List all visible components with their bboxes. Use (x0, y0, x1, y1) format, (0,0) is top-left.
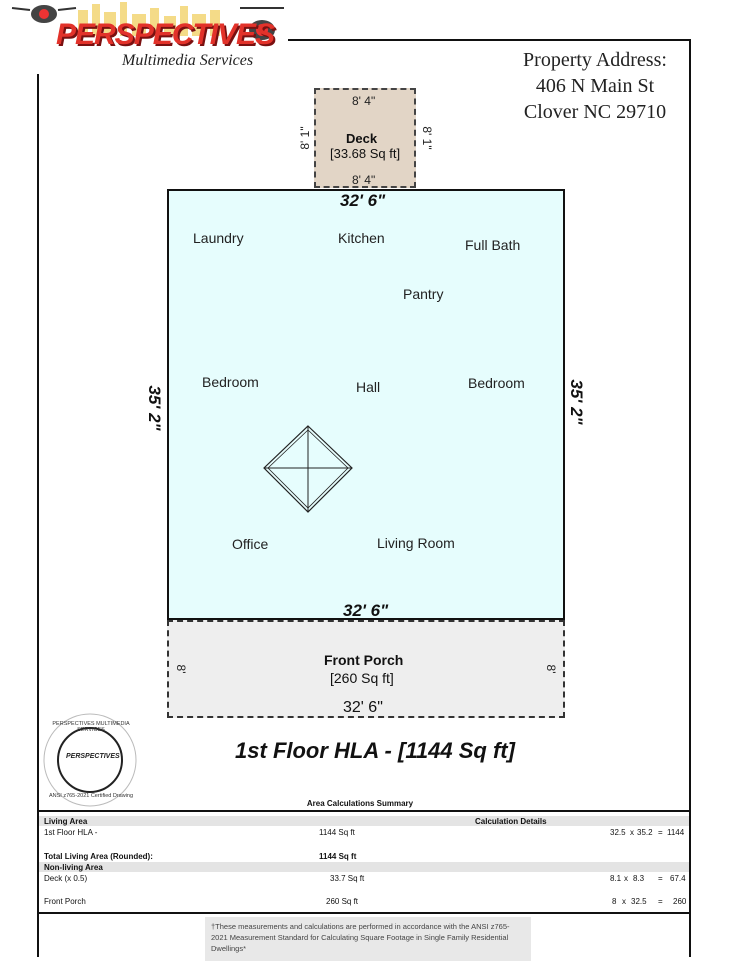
row1-area: 1144 Sq ft (319, 828, 355, 837)
row2-area: 33.7 Sq ft (330, 874, 365, 883)
address-label: Property Address: (523, 49, 667, 71)
house-bottom-dimension: 32' 6" (343, 601, 389, 620)
room-pantry: Pantry (403, 286, 444, 302)
address-city: Clover NC 29710 (523, 101, 667, 123)
house-right-dimension: 35' 2" (567, 379, 586, 425)
summary-title: Area Calculations Summary (306, 799, 414, 808)
calculation-details-header: Calculation Details (475, 817, 547, 826)
deck-area-text: [33.68 Sq ft] (330, 146, 401, 161)
room-laundry: Laundry (193, 230, 244, 246)
room-hall: Hall (356, 379, 381, 395)
porch-label: Front Porch (324, 652, 404, 668)
certification-seal (40, 711, 141, 809)
property-address (470, 47, 720, 125)
row3-label: Front Porch (44, 897, 86, 906)
living-area-floorplan (167, 189, 565, 620)
row1-result: 1144 (667, 828, 685, 837)
row1-x: x (630, 828, 634, 837)
room-office: Office (232, 536, 269, 552)
row3-b: 32.5 (631, 897, 647, 906)
porch-right-dimension: 8' (544, 664, 558, 674)
row2-x: x (624, 874, 628, 883)
row3-result: 260 (673, 897, 687, 906)
row3-area: 260 Sq ft (326, 897, 359, 906)
room-living-room: Living Room (377, 535, 455, 551)
porch-bottom-dimension: 32' 6" (343, 699, 383, 716)
house-top-dimension: 32' 6" (340, 191, 386, 210)
seal-center-text: PERSPECTIVES (66, 753, 120, 760)
row2-label: Deck (x 0.5) (44, 874, 88, 883)
deck-label: Deck (346, 131, 378, 146)
floor-hla-title: 1st Floor HLA - [1144 Sq ft] (235, 738, 515, 763)
row2-eq: = (658, 874, 663, 883)
room-full-bath: Full Bath (465, 237, 521, 253)
logo-brand-text: PERSPECTIVES (56, 18, 275, 51)
total-living-label: Total Living Area (Rounded): (44, 852, 153, 861)
nonliving-header-band (39, 862, 689, 872)
row3-eq: = (658, 897, 663, 906)
row1-a: 32.5 (610, 828, 626, 837)
room-bedroom-left: Bedroom (202, 374, 259, 390)
living-area-header-band (39, 816, 689, 826)
seal-ring-top: PERSPECTIVES MULTIMEDIA SERVICES (52, 721, 130, 733)
row1-label: 1st Floor HLA - (44, 828, 98, 837)
row3-x: x (622, 897, 626, 906)
row2-b: 8.3 (633, 874, 645, 883)
house-left-dimension: 35' 2" (145, 385, 164, 431)
address-street: 406 N Main St (535, 75, 655, 97)
deck-bottom-dimension: 8' 4" (352, 173, 376, 187)
room-kitchen: Kitchen (338, 230, 385, 246)
seal-ring-bottom: ANSI z765-2021 Certified Drawing (48, 793, 134, 799)
company-logo (0, 0, 288, 74)
deck-right-dimension: 8' 1" (420, 126, 434, 150)
nonliving-header: Non-living Area (44, 863, 103, 872)
row1-eq: = (658, 828, 663, 837)
total-living-value: 1144 Sq ft (319, 852, 357, 861)
row3-a: 8 (612, 897, 617, 906)
compass-icon (262, 424, 354, 516)
deck-left-dimension: 8' 1" (298, 126, 312, 150)
area-calculations-table (37, 810, 691, 914)
room-bedroom-right: Bedroom (468, 375, 525, 391)
living-area-header: Living Area (44, 817, 88, 826)
deck-top-dimension: 8' 4" (352, 94, 376, 108)
porch-left-dimension: 8' (174, 664, 188, 674)
porch-area-text: [260 Sq ft] (330, 670, 394, 686)
ansi-disclaimer-note: †These measurements and calculations are performed in accordance with the ANSI z765-2021 Measurement Standard for Calculating Square Footage in Single Family Residential Dwellings* (205, 917, 531, 961)
row1-b: 35.2 (637, 828, 653, 837)
row2-a: 8.1 (610, 874, 622, 883)
row2-result: 67.4 (670, 874, 686, 883)
logo-tagline: Multimedia Services (122, 52, 254, 69)
